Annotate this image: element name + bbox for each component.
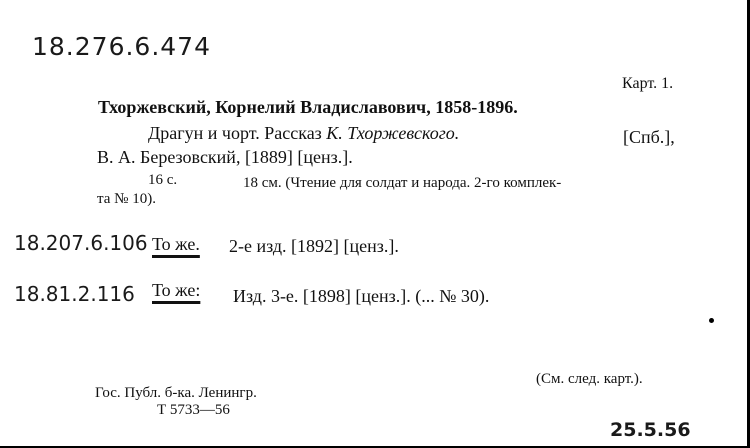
call-number-edition3: 18.81.2.116 — [14, 282, 135, 306]
author-heading: Тхоржевский, Корнелий Владиславович, 1858-1896. — [98, 97, 518, 117]
call-number-edition2: 18.207.6.106 — [14, 231, 148, 255]
see-next-card: (См. след. карт.). — [536, 371, 643, 387]
library-stamp-line2: Т 5733—56 — [157, 402, 230, 418]
card-number: Карт. 1. — [622, 75, 674, 92]
title-text: Драгун и чорт. Рассказ — [148, 123, 327, 143]
edition3-text: Изд. 3-е. [1898] [ценз.]. (... № 30). — [233, 286, 490, 306]
date-stamp: 25.5.56 — [610, 419, 691, 441]
size-and-series: 18 см. (Чтение для солдат и народа. 2-го комплек- — [243, 175, 562, 191]
same-label-edition3: То же: — [152, 280, 201, 300]
publisher-line: В. А. Березовский, [1889] [ценз.]. — [97, 147, 353, 167]
same-label-edition2: То же. — [152, 234, 200, 254]
pages: 16 с. — [148, 172, 178, 188]
call-number-top: 18.276.6.474 — [32, 32, 211, 61]
title-line — [148, 124, 459, 142]
edition2-text: 2-е изд. [1892] [ценз.]. — [229, 236, 399, 256]
publication-place: [Спб.], — [623, 127, 675, 147]
library-stamp-line1: Гос. Публ. б-ка. Ленингр. — [95, 385, 257, 401]
title-author-italic: К. Тхоржевского. — [326, 123, 460, 143]
series-continuation: та № 10). — [97, 191, 156, 207]
ink-dot — [709, 318, 714, 323]
